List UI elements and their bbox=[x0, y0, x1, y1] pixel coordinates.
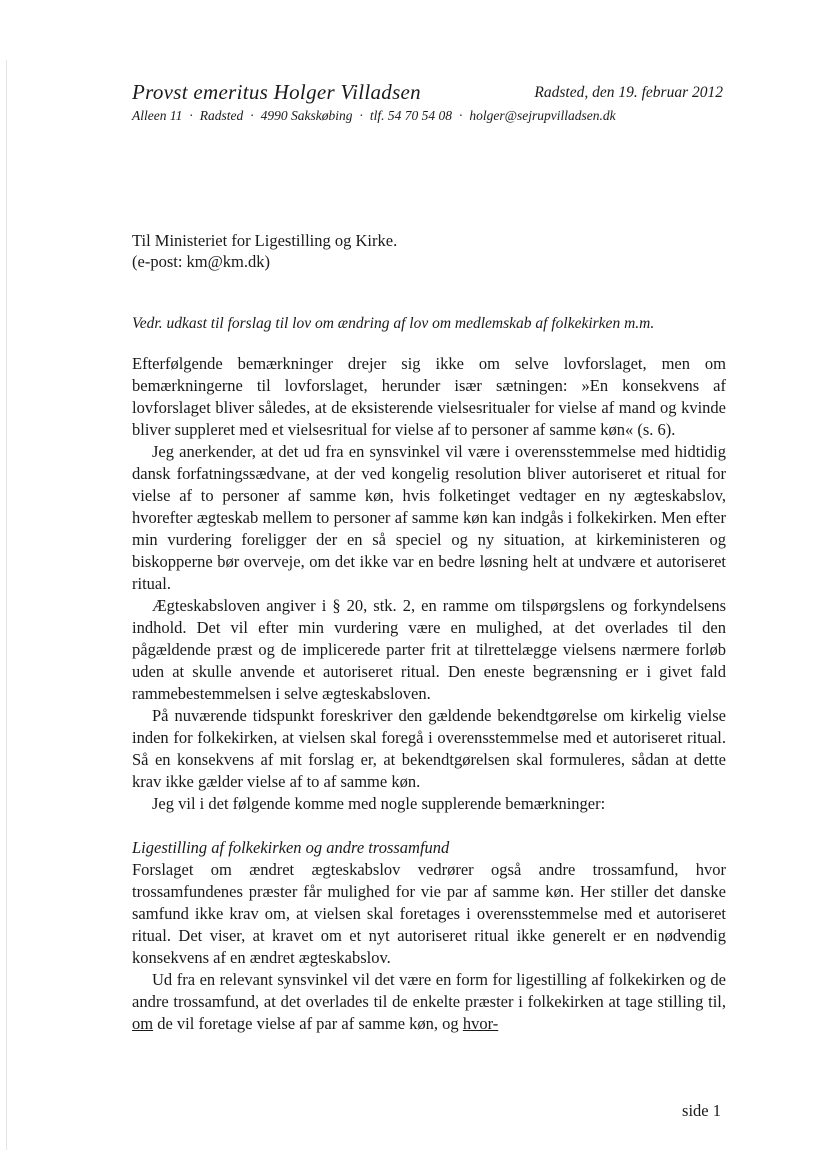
address-street: Alleen 11 bbox=[132, 108, 183, 123]
scan-margin-line bbox=[6, 60, 7, 1150]
letter-body bbox=[132, 353, 726, 1035]
address-separator: · bbox=[250, 108, 254, 123]
address-separator: · bbox=[359, 108, 363, 123]
body-paragraph: Jeg anerkender, at det ud fra en synsvinkel vil være i overensstemmelse med hidtidig dansk forfatningssædvane, at der ved kongelig resolution bliver autoriseret et ritual for vielse af to personer af samme køn, hvis folketinget vedtager en ny ægteskabslov, hvorefter ægteskab mellem to personer af samme køn kan indgås i folkekirken. Men efter min vurdering foreligger der en så speciel og ny situation, at kirkeministeren og biskopperne bør overveje, om det ikke var en bedre løsning helt at undvære et autoriseret ritual. bbox=[132, 442, 726, 593]
recipient-email: (e-post: km@km.dk) bbox=[132, 252, 271, 271]
underlined-word: om bbox=[132, 1014, 154, 1033]
address-separator: · bbox=[189, 108, 193, 123]
body-paragraph: Jeg vil i det følgende komme med nogle supplerende bemærkninger: bbox=[152, 794, 606, 813]
section-heading: Ligestilling af folkekirken og andre trossamfund bbox=[132, 838, 450, 857]
sender-name: Provst emeritus Holger Villadsen bbox=[132, 80, 421, 104]
paragraph-text: Ud fra en relevant synsvinkel vil det være en form for ligestilling af folkekirken og de andre trossamfund, at det overlades til de enkelte præster i folkekirken at tage stilling til, bbox=[132, 970, 726, 1011]
address-postcode: 4990 Sakskøbing bbox=[260, 108, 353, 123]
body-paragraph: Ægteskabsloven angiver i § 20, stk. 2, en ramme om tilspørgslens og forkyndelsens indhold. Det vil efter min vurdering være en mulighed, at det overlades til den pågældende præst og de implicerede parter frit at tilrettelægge vielsens nærmere forløb uden at skulle anvende et autoriseret ritual. Den eneste begrænsning er i givet fald rammebestemmelsen i selve ægteskabsloven. bbox=[132, 596, 726, 703]
page-number: side 1 bbox=[682, 1101, 721, 1120]
letter-date: Radsted, den 19. februar 2012 bbox=[534, 84, 723, 101]
underlined-word: hvor- bbox=[462, 1014, 499, 1033]
address-phone: tlf. 54 70 54 08 bbox=[369, 108, 452, 123]
body-paragraph: På nuværende tidspunkt foreskriver den gældende bekendtgørelse om kirkelig vielse inden for folkekirken, at vielsen skal foregå i overensstemmelse med et autoriseret ritual. Så en konsekvens af mit forslag er, at bekendtgørelsen skal formuleres, sådan at dette krav ikke gælder vielse af to af samme køn. bbox=[132, 706, 726, 791]
recipient-name: Til Ministeriet for Ligestilling og Kirke. bbox=[132, 231, 398, 250]
address-separator: · bbox=[459, 108, 463, 123]
address-email: holger@sejrupvilladsen.dk bbox=[469, 108, 616, 123]
subject-line: Vedr. udkast til forslag til lov om ændring af lov om medlemskab af folkekirken m.m. bbox=[132, 315, 655, 332]
paragraph-text: de vil foretage vielse af par af samme køn, og bbox=[157, 1014, 459, 1033]
section-paragraph bbox=[132, 969, 726, 1035]
body-paragraph: Efterfølgende bemærkninger drejer sig ikke om selve lovforslaget, men om bemærkningerne til lovforslaget, herunder især sætningen: »En konsekvens af lovforslaget bliver således, at de eksisterende vielsesritualer for vielse af mand og kvinde bliver suppleret med et vielsesritual for vielse af to personer af samme køn« (s. 6). bbox=[132, 354, 726, 439]
recipient-block bbox=[132, 230, 397, 272]
address-town: Radsted bbox=[199, 108, 244, 123]
section-paragraph: Forslaget om ændret ægteskabslov vedrører også andre trossamfund, hvor trossamfundenes præster får mulighed for vie par af samme køn. Her stiller det danske samfund ikke krav om, at vielsen skal foretages i overensstemmelse med et autoriseret ritual. Det viser, at kravet om et nyt autoriseret ritual ikke generelt er en nødvendig konsekvens af en ændret ægteskabslov. bbox=[132, 860, 726, 967]
sender-address bbox=[132, 108, 616, 124]
